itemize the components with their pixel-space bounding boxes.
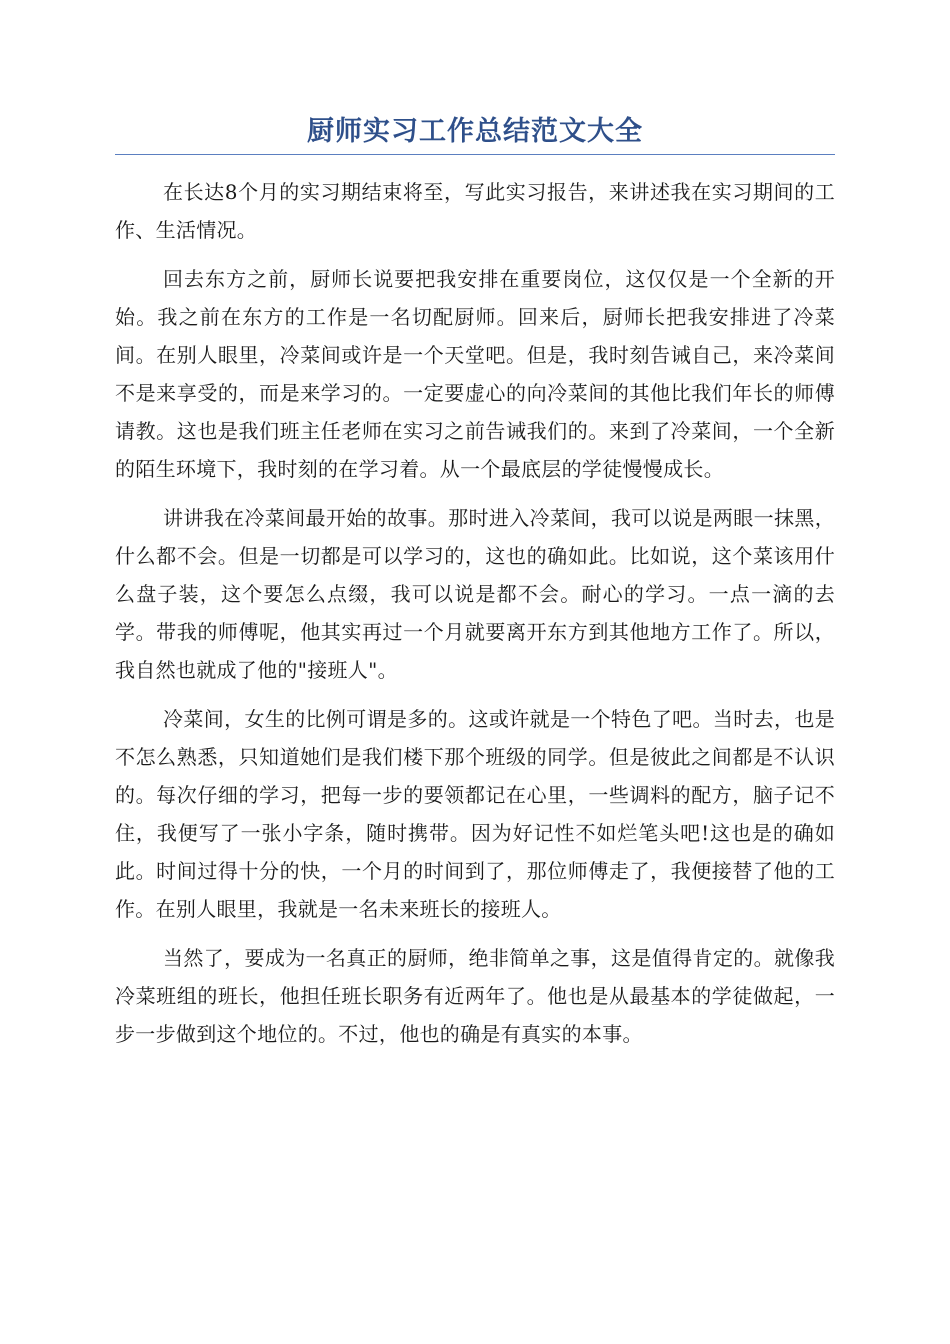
- document-page: [115, 110, 835, 1064]
- paragraph-3: 讲讲我在冷菜间最开始的故事。那时进入冷菜间，我可以说是两眼一抹黑，什么都不会。但是一切都是可以学习的，这也的确如此。比如说，这个菜该用什么盘子装，这个要怎么点缀，我可以说是都不会。耐心的学习。一点一滴的去学。带我的师傅呢，他其实再过一个月就要离开东方到其他地方工作了。所以，我自然也就成了他的"接班人"。: [115, 506, 835, 682]
- document-title: 厨师实习工作总结范文大全: [307, 116, 643, 147]
- paragraph-4: 冷菜间，女生的比例可谓是多的。这或许就是一个特色了吧。当时去，也是不怎么熟悉，只知道她们是我们楼下那个班级的同学。但是彼此之间都是不认识的。每次仔细的学习，把每一步的要领都记在心里，一些调料的配方，脑子记不住，我便写了一张小字条，随时携带。因为好记性不如烂笔头吧!这也是的确如此。时间过得十分的快，一个月的时间到了，那位师傅走了，我便接替了他的工作。在别人眼里，我就是一名未来班长的接班人。: [115, 707, 835, 921]
- title-underline: [115, 154, 835, 155]
- paragraph-2: 回去东方之前，厨师长说要把我安排在重要岗位，这仅仅是一个全新的开始。我之前在东方的工作是一名切配厨师。回来后，厨师长把我安排进了冷菜间。在别人眼里，冷菜间或许是一个天堂吧。但是，我时刻告诫自己，来冷菜间不是来享受的，而是来学习的。一定要虚心的向冷菜间的其他比我们年长的师傅请教。这也是我们班主任老师在实习之前告诫我们的。来到了冷菜间，一个全新的陌生环境下，我时刻的在学习着。从一个最底层的学徒慢慢成长。: [115, 267, 835, 481]
- paragraph-5: 当然了，要成为一名真正的厨师，绝非简单之事，这是值得肯定的。就像我冷菜班组的班长，他担任班长职务有近两年了。他也是从最基本的学徒做起，一步一步做到这个地位的。不过，他也的确是有真实的本事。: [115, 946, 835, 1046]
- paragraph-1: 在长达8个月的实习期结束将至，写此实习报告，来讲述我在实习期间的工作、生活情况。: [115, 180, 835, 242]
